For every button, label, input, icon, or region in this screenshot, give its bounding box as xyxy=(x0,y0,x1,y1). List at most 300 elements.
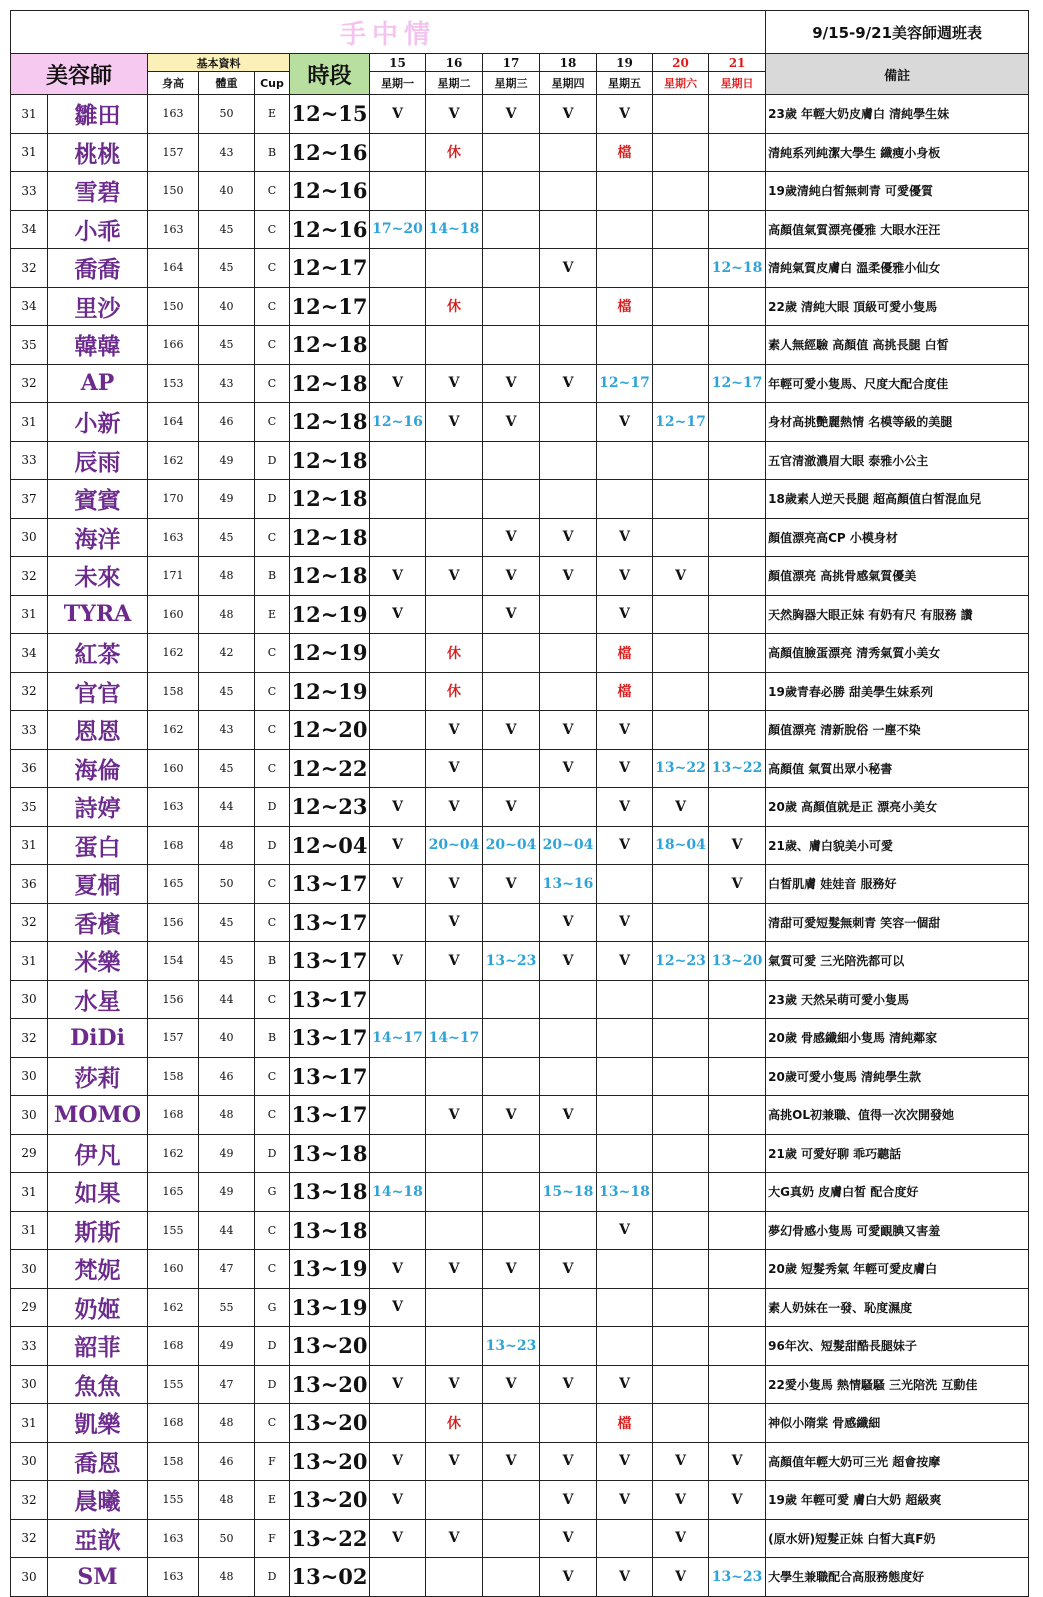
age-cell: 32 xyxy=(11,1519,48,1558)
day-cell: 13~23 xyxy=(483,1327,540,1366)
height-cell: 153 xyxy=(148,364,199,403)
day-cell: V xyxy=(597,1365,653,1404)
day-cell xyxy=(653,634,709,673)
height-cell: 157 xyxy=(148,133,199,172)
weight-cell: 44 xyxy=(199,1211,255,1250)
day-cell xyxy=(540,1211,597,1250)
day-cell xyxy=(426,980,483,1019)
weight-cell: 45 xyxy=(199,942,255,981)
time-slot-cell: 12~18 xyxy=(290,326,370,365)
cup-cell: B xyxy=(255,942,290,981)
schedule-rows xyxy=(11,95,1029,1597)
time-slot-cell: 12~19 xyxy=(290,595,370,634)
day-cell xyxy=(370,441,426,480)
day-cell xyxy=(597,1327,653,1366)
day-cell xyxy=(709,441,766,480)
weight-cell: 44 xyxy=(199,980,255,1019)
day-cell xyxy=(709,1173,766,1212)
note-cell: 素人無經驗 高顏值 高挑長腿 白皙 xyxy=(766,326,1029,365)
day-cell xyxy=(709,557,766,596)
day-cell: 12~23 xyxy=(653,942,709,981)
day-cell: V xyxy=(653,1519,709,1558)
beautician-name: 海倫 xyxy=(48,749,148,788)
table-row xyxy=(11,1173,1029,1212)
day-cell: V xyxy=(370,1519,426,1558)
time-slot-cell: 13~17 xyxy=(290,865,370,904)
age-cell: 32 xyxy=(11,1019,48,1058)
note-cell: 清純系列純潔大學生 纖瘦小身板 xyxy=(766,133,1029,172)
cup-cell: C xyxy=(255,672,290,711)
cup-cell: E xyxy=(255,95,290,134)
day-cell: V xyxy=(426,749,483,788)
table-row xyxy=(11,1019,1029,1058)
day-cell: 檔 xyxy=(597,133,653,172)
beautician-name: SM xyxy=(48,1558,148,1597)
cup-cell: C xyxy=(255,711,290,750)
note-cell: 22歲 清純大眼 頂級可愛小隻馬 xyxy=(766,287,1029,326)
weight-header: 體重 xyxy=(199,72,255,95)
day-cell: V xyxy=(540,364,597,403)
weight-cell: 48 xyxy=(199,595,255,634)
weight-cell: 45 xyxy=(199,749,255,788)
beautician-name: TYRA xyxy=(48,595,148,634)
day-cell xyxy=(540,210,597,249)
time-slot-cell: 12~20 xyxy=(290,711,370,750)
day-cell: V xyxy=(597,595,653,634)
day-cell xyxy=(709,672,766,711)
day-cell xyxy=(597,249,653,288)
day-cell xyxy=(653,1173,709,1212)
age-cell: 33 xyxy=(11,172,48,211)
cup-cell: C xyxy=(255,364,290,403)
height-cell: 162 xyxy=(148,441,199,480)
weekday-header: 星期四 xyxy=(540,72,597,95)
day-cell xyxy=(540,133,597,172)
time-slot-cell: 12~18 xyxy=(290,518,370,557)
cup-cell: C xyxy=(255,1404,290,1443)
day-cell: V xyxy=(426,1096,483,1135)
day-cell: 14~17 xyxy=(370,1019,426,1058)
beautician-name: 里沙 xyxy=(48,287,148,326)
day-cell xyxy=(653,711,709,750)
table-row xyxy=(11,518,1029,557)
cup-cell: C xyxy=(255,1250,290,1289)
day-cell xyxy=(653,518,709,557)
day-cell xyxy=(540,1327,597,1366)
day-cell xyxy=(540,595,597,634)
day-cell: 休 xyxy=(426,133,483,172)
day-cell: V xyxy=(597,95,653,134)
day-cell xyxy=(370,1404,426,1443)
weight-cell: 45 xyxy=(199,518,255,557)
day-cell xyxy=(370,1096,426,1135)
day-cell: V xyxy=(540,903,597,942)
day-cell xyxy=(483,1519,540,1558)
cup-cell: B xyxy=(255,557,290,596)
cup-cell: C xyxy=(255,980,290,1019)
day-cell xyxy=(426,1057,483,1096)
day-cell: 17~20 xyxy=(370,210,426,249)
day-cell xyxy=(653,672,709,711)
weight-cell: 49 xyxy=(199,1173,255,1212)
age-cell: 31 xyxy=(11,133,48,172)
table-row xyxy=(11,595,1029,634)
day-cell xyxy=(653,1057,709,1096)
day-cell: V xyxy=(597,1442,653,1481)
day-cell xyxy=(370,287,426,326)
beautician-name: 蛋白 xyxy=(48,826,148,865)
table-row xyxy=(11,133,1029,172)
day-cell xyxy=(709,1288,766,1327)
note-cell: 高顏值年輕大奶可三光 超會按摩 xyxy=(766,1442,1029,1481)
day-cell xyxy=(653,903,709,942)
note-cell: 高顏值臉蛋漂亮 清秀氣質小美女 xyxy=(766,634,1029,673)
height-cell: 168 xyxy=(148,1327,199,1366)
beautician-name: 凱樂 xyxy=(48,1404,148,1443)
note-cell: 五官清澈濃眉大眼 泰雅小公主 xyxy=(766,441,1029,480)
day-cell: V xyxy=(370,1288,426,1327)
day-cell xyxy=(597,326,653,365)
table-row xyxy=(11,403,1029,442)
day-cell: 12~17 xyxy=(709,364,766,403)
day-cell xyxy=(483,1057,540,1096)
day-cell xyxy=(709,711,766,750)
day-cell xyxy=(709,1327,766,1366)
time-slot-cell: 13~19 xyxy=(290,1288,370,1327)
note-cell: 大學生兼職配合高服務態度好 xyxy=(766,1558,1029,1597)
age-cell: 31 xyxy=(11,595,48,634)
age-cell: 32 xyxy=(11,1481,48,1520)
time-slot-cell: 12~18 xyxy=(290,480,370,519)
day-cell xyxy=(370,749,426,788)
weight-cell: 43 xyxy=(199,364,255,403)
weekly-schedule-table xyxy=(10,10,1029,1597)
beautician-name: 水星 xyxy=(48,980,148,1019)
cup-cell: D xyxy=(255,1327,290,1366)
day-cell xyxy=(426,1481,483,1520)
time-slot-cell: 13~17 xyxy=(290,1096,370,1135)
height-cell: 162 xyxy=(148,711,199,750)
day-cell: 13~23 xyxy=(709,1558,766,1597)
height-cell: 168 xyxy=(148,826,199,865)
day-cell xyxy=(709,326,766,365)
day-cell: V xyxy=(540,1558,597,1597)
time-slot-cell: 12~18 xyxy=(290,441,370,480)
day-cell xyxy=(709,172,766,211)
day-cell xyxy=(709,1211,766,1250)
day-cell xyxy=(709,1096,766,1135)
day-cell: V xyxy=(540,1519,597,1558)
height-cell: 170 xyxy=(148,480,199,519)
age-cell: 32 xyxy=(11,672,48,711)
day-cell: 檔 xyxy=(597,672,653,711)
table-row xyxy=(11,711,1029,750)
beautician-name: 喬喬 xyxy=(48,249,148,288)
day-cell xyxy=(597,441,653,480)
age-cell: 30 xyxy=(11,1057,48,1096)
age-cell: 31 xyxy=(11,95,48,134)
age-cell: 30 xyxy=(11,980,48,1019)
day-cell: V xyxy=(653,557,709,596)
day-cell xyxy=(709,1057,766,1096)
day-cell: V xyxy=(483,1096,540,1135)
day-cell: V xyxy=(426,403,483,442)
day-cell: V xyxy=(426,364,483,403)
day-cell: V xyxy=(709,826,766,865)
height-cell: 150 xyxy=(148,287,199,326)
day-cell xyxy=(483,441,540,480)
note-cell: (原水妍)短髮正妹 白皙大真F奶 xyxy=(766,1519,1029,1558)
table-row xyxy=(11,1558,1029,1597)
day-cell xyxy=(709,480,766,519)
time-slot-cell: 12~19 xyxy=(290,672,370,711)
day-cell: 13~22 xyxy=(709,749,766,788)
age-cell: 31 xyxy=(11,1211,48,1250)
day-cell xyxy=(653,1365,709,1404)
weight-cell: 49 xyxy=(199,441,255,480)
day-cell xyxy=(709,1019,766,1058)
day-cell xyxy=(709,518,766,557)
day-cell: V xyxy=(426,865,483,904)
day-cell: V xyxy=(597,1211,653,1250)
day-cell: V xyxy=(426,1519,483,1558)
time-slot-cell: 13~18 xyxy=(290,1173,370,1212)
day-cell: V xyxy=(709,1481,766,1520)
height-cell: 165 xyxy=(148,865,199,904)
table-row xyxy=(11,480,1029,519)
day-cell xyxy=(709,403,766,442)
day-cell xyxy=(653,595,709,634)
day-cell xyxy=(370,980,426,1019)
time-slot-cell: 12~23 xyxy=(290,788,370,827)
age-cell: 31 xyxy=(11,826,48,865)
time-slot-cell: 12~18 xyxy=(290,403,370,442)
beautician-name: 晨曦 xyxy=(48,1481,148,1520)
height-cell: 158 xyxy=(148,672,199,711)
beautician-name: 莎莉 xyxy=(48,1057,148,1096)
weight-cell: 48 xyxy=(199,557,255,596)
height-cell: 160 xyxy=(148,749,199,788)
note-cell: 20歲 短髮秀氣 年輕可愛皮膚白 xyxy=(766,1250,1029,1289)
day-cell xyxy=(709,1365,766,1404)
weight-cell: 46 xyxy=(199,1442,255,1481)
day-cell xyxy=(653,95,709,134)
day-cell: 休 xyxy=(426,1404,483,1443)
day-cell xyxy=(483,1173,540,1212)
day-cell xyxy=(540,287,597,326)
note-cell: 神似小隋棠 骨感纖細 xyxy=(766,1404,1029,1443)
day-cell xyxy=(483,172,540,211)
day-cell: 13~22 xyxy=(653,749,709,788)
day-cell xyxy=(709,1134,766,1173)
beautician-name: 喬恩 xyxy=(48,1442,148,1481)
day-cell xyxy=(540,441,597,480)
time-slot-cell: 13~17 xyxy=(290,1019,370,1058)
weight-cell: 49 xyxy=(199,1327,255,1366)
day-cell xyxy=(709,95,766,134)
beautician-name: 夏桐 xyxy=(48,865,148,904)
time-slot-cell: 13~20 xyxy=(290,1327,370,1366)
day-cell xyxy=(483,1481,540,1520)
time-slot-cell: 13~18 xyxy=(290,1134,370,1173)
beautician-name: 梵妮 xyxy=(48,1250,148,1289)
weekday-header: 星期五 xyxy=(597,72,653,95)
day-cell xyxy=(653,1096,709,1135)
cup-cell: D xyxy=(255,1558,290,1597)
day-date-header: 18 xyxy=(540,54,597,72)
weight-cell: 45 xyxy=(199,903,255,942)
day-cell: V xyxy=(483,95,540,134)
cup-cell: C xyxy=(255,210,290,249)
height-cell: 168 xyxy=(148,1096,199,1135)
day-cell: V xyxy=(709,1442,766,1481)
cup-cell: C xyxy=(255,903,290,942)
day-cell: V xyxy=(540,749,597,788)
cup-cell: B xyxy=(255,133,290,172)
day-cell: 休 xyxy=(426,287,483,326)
day-cell: V xyxy=(597,711,653,750)
day-cell xyxy=(370,249,426,288)
weekday-header: 星期日 xyxy=(709,72,766,95)
day-cell xyxy=(653,326,709,365)
beautician-name: 賓賓 xyxy=(48,480,148,519)
table-row xyxy=(11,326,1029,365)
day-date-header: 21 xyxy=(709,54,766,72)
day-cell xyxy=(426,326,483,365)
beautician-name: 小新 xyxy=(48,403,148,442)
note-cell: 白皙肌膚 娃娃音 服務好 xyxy=(766,865,1029,904)
time-slot-cell: 12~16 xyxy=(290,210,370,249)
day-cell: V xyxy=(653,788,709,827)
day-cell xyxy=(483,903,540,942)
day-cell: V xyxy=(370,1481,426,1520)
cup-cell: C xyxy=(255,403,290,442)
cup-cell: G xyxy=(255,1288,290,1327)
note-cell: 氣質可愛 三光陪洗都可以 xyxy=(766,942,1029,981)
time-slot-cell: 12~04 xyxy=(290,826,370,865)
day-cell xyxy=(709,788,766,827)
weight-cell: 43 xyxy=(199,711,255,750)
time-slot-cell: 12~18 xyxy=(290,364,370,403)
day-cell: V xyxy=(426,788,483,827)
age-cell: 30 xyxy=(11,1558,48,1597)
day-cell xyxy=(653,249,709,288)
age-cell: 31 xyxy=(11,403,48,442)
beautician-name: DiDi xyxy=(48,1019,148,1058)
beautician-name: 米樂 xyxy=(48,942,148,981)
day-cell xyxy=(426,518,483,557)
age-cell: 33 xyxy=(11,711,48,750)
day-cell xyxy=(370,133,426,172)
day-cell xyxy=(483,1134,540,1173)
weight-cell: 48 xyxy=(199,826,255,865)
day-cell: V xyxy=(483,788,540,827)
weekday-header: 星期二 xyxy=(426,72,483,95)
height-cell: 163 xyxy=(148,1558,199,1597)
day-cell xyxy=(426,480,483,519)
day-cell: 13~16 xyxy=(540,865,597,904)
day-cell: V xyxy=(426,942,483,981)
weight-cell: 48 xyxy=(199,1096,255,1135)
day-cell xyxy=(597,1019,653,1058)
day-cell xyxy=(540,480,597,519)
height-cell: 156 xyxy=(148,903,199,942)
note-cell: 顏值漂亮高CP 小模身材 xyxy=(766,518,1029,557)
note-cell: 大G真奶 皮膚白皙 配合度好 xyxy=(766,1173,1029,1212)
table-row xyxy=(11,441,1029,480)
day-cell: V xyxy=(483,364,540,403)
table-row xyxy=(11,1519,1029,1558)
table-row xyxy=(11,903,1029,942)
height-cell: 160 xyxy=(148,1250,199,1289)
day-cell: 20~04 xyxy=(426,826,483,865)
day-cell: V xyxy=(483,1365,540,1404)
day-cell xyxy=(709,980,766,1019)
beautician-name: 韓韓 xyxy=(48,326,148,365)
day-cell xyxy=(540,672,597,711)
weight-cell: 49 xyxy=(199,480,255,519)
age-cell: 29 xyxy=(11,1288,48,1327)
day-cell: V xyxy=(540,1481,597,1520)
day-cell: V xyxy=(540,1250,597,1289)
table-row xyxy=(11,1288,1029,1327)
day-cell: 20~04 xyxy=(483,826,540,865)
day-cell: 15~18 xyxy=(540,1173,597,1212)
beautician-name: 小乖 xyxy=(48,210,148,249)
day-cell: V xyxy=(483,865,540,904)
beautician-name: 未來 xyxy=(48,557,148,596)
day-cell: V xyxy=(370,1442,426,1481)
age-cell: 30 xyxy=(11,1442,48,1481)
day-cell: V xyxy=(483,403,540,442)
weight-cell: 49 xyxy=(199,1134,255,1173)
day-cell xyxy=(483,980,540,1019)
time-slot-cell: 13~19 xyxy=(290,1250,370,1289)
beautician-name: 辰雨 xyxy=(48,441,148,480)
height-cell: 162 xyxy=(148,634,199,673)
height-cell: 160 xyxy=(148,595,199,634)
day-cell: V xyxy=(597,942,653,981)
day-cell xyxy=(426,1288,483,1327)
day-cell: 14~18 xyxy=(370,1173,426,1212)
day-cell xyxy=(483,1558,540,1597)
day-cell: 12~18 xyxy=(709,249,766,288)
day-cell: V xyxy=(483,711,540,750)
day-cell: 13~23 xyxy=(483,942,540,981)
day-cell xyxy=(370,672,426,711)
beautician-name: 韶菲 xyxy=(48,1327,148,1366)
day-cell xyxy=(370,903,426,942)
weight-cell: 40 xyxy=(199,287,255,326)
day-cell xyxy=(370,1558,426,1597)
day-cell xyxy=(483,672,540,711)
day-cell xyxy=(540,1019,597,1058)
height-cell: 166 xyxy=(148,326,199,365)
day-cell: 12~16 xyxy=(370,403,426,442)
height-cell: 163 xyxy=(148,788,199,827)
beautician-name: 斯斯 xyxy=(48,1211,148,1250)
height-cell: 158 xyxy=(148,1057,199,1096)
cup-cell: D xyxy=(255,441,290,480)
day-cell xyxy=(370,1057,426,1096)
table-row xyxy=(11,1096,1029,1135)
day-cell: 檔 xyxy=(597,287,653,326)
cup-cell: C xyxy=(255,1211,290,1250)
day-cell xyxy=(483,749,540,788)
day-cell: V xyxy=(370,1365,426,1404)
day-cell xyxy=(597,172,653,211)
day-cell: V xyxy=(426,95,483,134)
